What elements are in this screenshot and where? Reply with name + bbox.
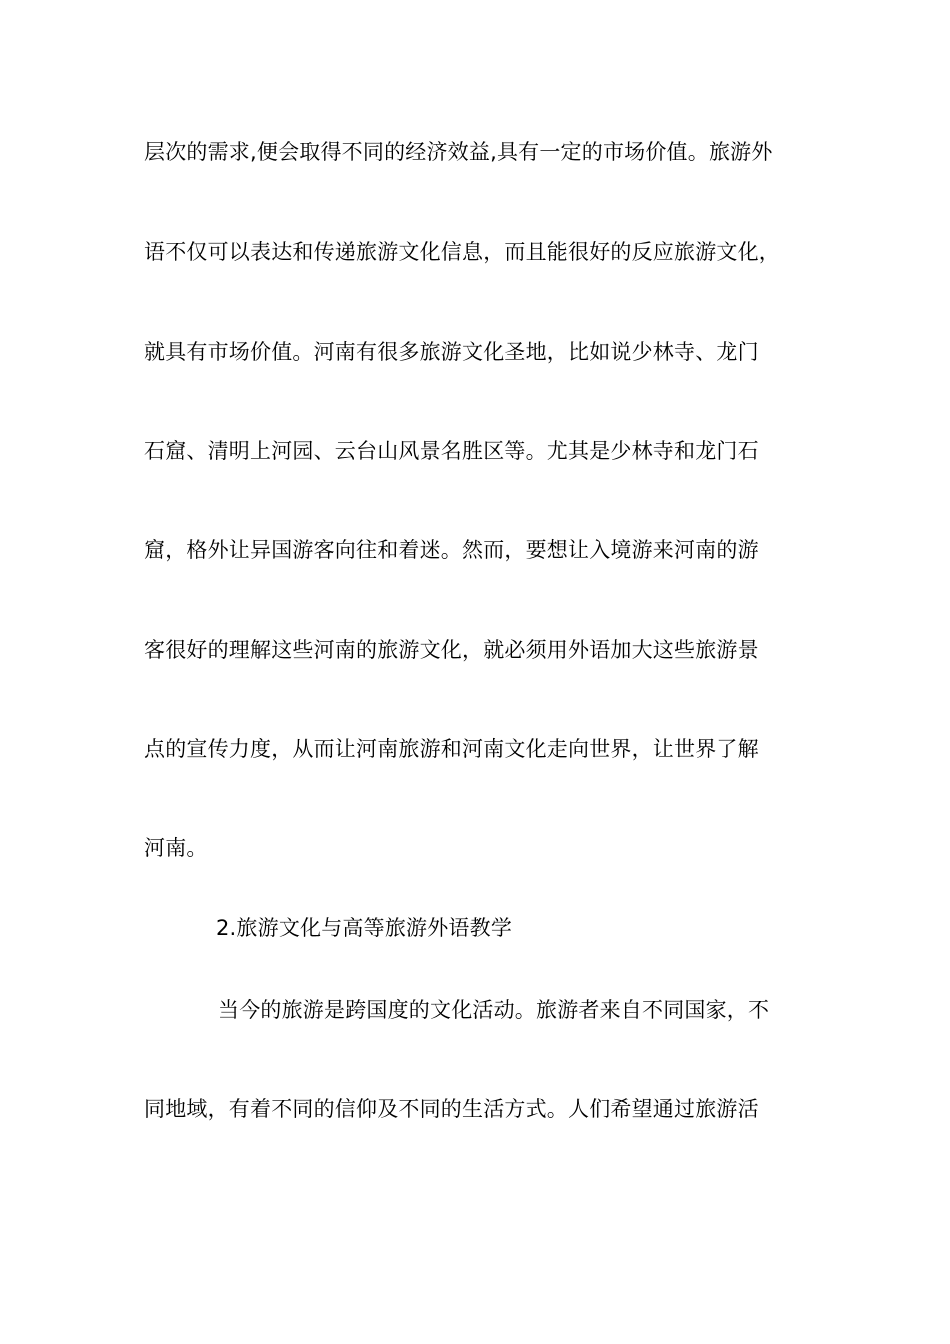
paragraph-line: 当今的旅游是跨国度的文化活动。旅游者来自不同国家，不: [218, 998, 770, 1022]
paragraph-line: 石窟、清明上河园、云台山风景名胜区等。尤其是少林寺和龙门石: [144, 439, 759, 463]
paragraph-line: 层次的需求,便会取得不同的经济效益,具有一定的市场价值。旅游外: [144, 140, 773, 164]
paragraph-line: 就具有市场价值。河南有很多旅游文化圣地，比如说少林寺、龙门: [144, 340, 759, 364]
paragraph-line: 河南。: [144, 836, 208, 860]
paragraph-line: 窟，格外让异国游客向往和着迷。然而，要想让入境游来河南的游: [144, 538, 759, 562]
paragraph-line: 客很好的理解这些河南的旅游文化，就必须用外语加大这些旅游景: [144, 638, 759, 662]
paragraph-line: 点的宣传力度，从而让河南旅游和河南文化走向世界，让世界了解: [144, 737, 759, 761]
paragraph-line: 同地域，有着不同的信仰及不同的生活方式。人们希望通过旅游活: [144, 1097, 759, 1121]
paragraph-line: 语不仅可以表达和传递旅游文化信息，而且能很好的反应旅游文化，: [144, 240, 780, 264]
section-heading: 2.旅游文化与高等旅游外语教学: [216, 916, 513, 940]
